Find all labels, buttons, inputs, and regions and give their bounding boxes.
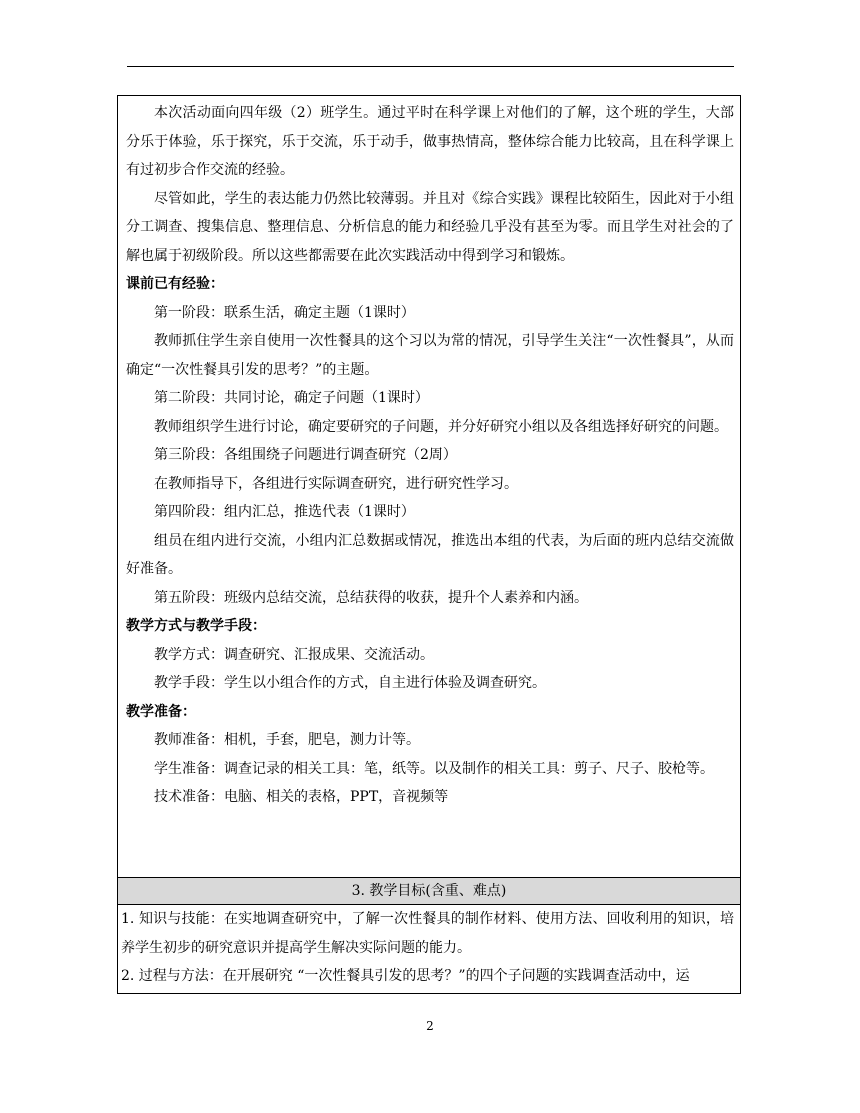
lesson-plan-table: [117, 95, 741, 994]
page-number: 2: [426, 1019, 434, 1033]
paragraph: 技术准备：电脑、相关的表格，PPT，音视频等: [154, 789, 449, 805]
paragraph: 尽管如此，学生的表达能力仍然比较薄弱。并且对《综合实践》课程比较陌生，因此对于小组分工调查、搜集信息、整理信息、分析信息的能力和经验几乎没有甚至为零。而且学生对社会的了解也属于初级阶段。所以这些都需要在此次实践活动中得到学习和锻炼。: [126, 190, 734, 264]
section-subheading: 教学方式与教学手段：: [126, 618, 266, 634]
section-heading: 3. 教学目标(含重、难点): [351, 883, 507, 899]
paragraph: 教师抓住学生亲自使用一次性餐具的这个习以为常的情况，引导学生关注“一次性餐具”，从而确定“一次性餐具引发的思考？”的主题。: [126, 333, 734, 378]
paragraph: 教师准备：相机，手套，肥皂，测力计等。: [154, 732, 420, 748]
paragraph: 教学方式：调查研究、汇报成果、交流活动。: [154, 646, 434, 663]
paragraph: 2. 过程与方法：在开展研究 “一次性餐具引发的思考？”的四个子问题的实践调查活动中，运: [121, 968, 690, 984]
paragraph: 本次活动面向四年级（2）班学生。通过平时在科学课上对他们的了解，这个班的学生，大部分乐于体验，乐于探究，乐于交流，乐于动手，做事热情高，整体综合能力比较高，且在科学课上有过初步合作交流的经验。: [126, 105, 734, 178]
paragraph: 第四阶段：组内汇总，推选代表（1课时）: [154, 504, 415, 520]
paragraph: 第一阶段：联系生活，确定主题（1课时）: [154, 304, 415, 321]
paragraph: 第五阶段：班级内总结交流，总结获得的收获，提升个人素养和内涵。: [154, 589, 588, 606]
paragraph: 教师组织学生进行讨论，确定要研究的子问题，并分好研究小组以及各组选择好研究的问题。: [154, 418, 728, 435]
paragraph: 组员在组内进行交流，小组内汇总数据或情况，推选出本组的代表，为后面的班内总结交流做好准备。: [126, 532, 734, 577]
section-subheading: 教学准备：: [126, 703, 196, 720]
paragraph: 第三阶段：各组围绕子问题进行调查研究（2周）: [154, 447, 457, 463]
section-subheading: 课前已有经验：: [126, 276, 224, 292]
paragraph: 第二阶段：共同讨论，确定子问题（1课时）: [154, 390, 429, 406]
paragraph: 在教师指导下，各组进行实际调查研究，进行研究性学习。: [154, 475, 518, 492]
paragraph: 1. 知识与技能：在实地调查研究中，了解一次性餐具的制作材料、使用方法、回收利用的知识，培养学生初步的研究意识并提高学生解决实际问题的能力。: [121, 911, 734, 956]
learner-analysis-cell: [118, 96, 740, 877]
teaching-goals-cell: [118, 905, 740, 993]
section-heading-row: [118, 877, 740, 905]
paragraph: 教学手段：学生以小组合作的方式，自主进行体验及调查研究。: [154, 675, 546, 691]
paragraph: 学生准备：调查记录的相关工具：笔，纸等。以及制作的相关工具：剪子、尺子、胶枪等。: [154, 760, 714, 777]
header-rule: [127, 66, 734, 67]
